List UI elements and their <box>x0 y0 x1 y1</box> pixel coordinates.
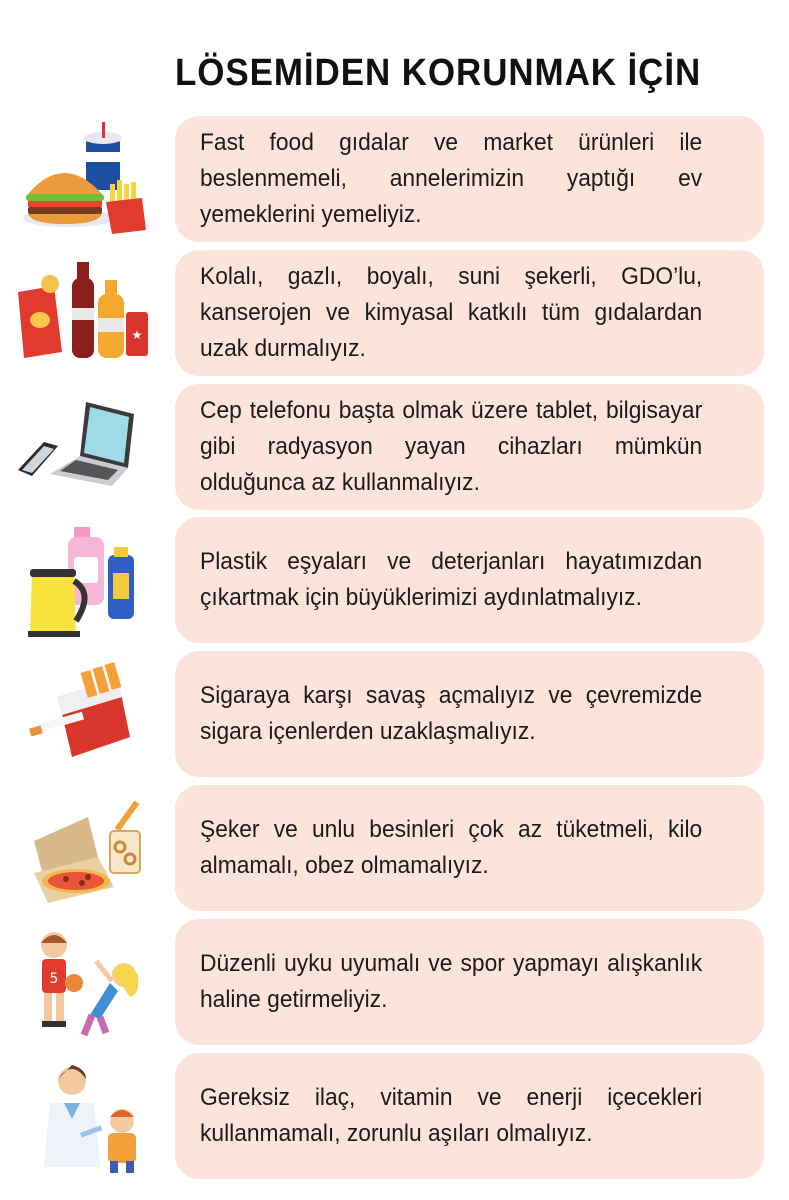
list-item <box>0 517 789 651</box>
advice-card <box>175 250 764 376</box>
advice-text: Gereksiz ilaç, vitamin ve enerji içecekleri kullanmamalı, zorunlu aşıları olmalıyız. <box>200 1083 703 1147</box>
list-item <box>0 250 789 384</box>
phone-laptop-icon <box>14 390 154 508</box>
pizza-sweets-icon <box>14 791 154 909</box>
advice-text: Kolalı, gazlı, boyalı, suni şekerli, GDO’lu, kanserojen ve kimyasal katkılı tüm gıdalardan uzak durmalıyız. <box>200 262 703 362</box>
advice-text: Sigaraya karşı savaş açmalıyız ve çevremizde sigara içenlerden uzaklaşmalıyız. <box>200 682 703 746</box>
advice-list <box>0 116 789 1186</box>
cigarette-icon <box>14 657 154 775</box>
advice-card <box>175 116 764 242</box>
list-item <box>0 785 789 919</box>
advice-text: Cep telefonu başta olmak üzere tablet, bilgisayar gibi radyasyon yayan cihazları mümkün olduğunca az kullanmalıyız. <box>200 396 703 496</box>
svg-text:5: 5 <box>49 970 59 987</box>
list-item <box>0 919 789 1053</box>
advice-card <box>175 517 764 643</box>
list-item <box>0 1053 789 1187</box>
advice-card <box>175 384 764 510</box>
list-item <box>0 116 789 250</box>
kids-sport-icon <box>14 925 154 1043</box>
page-title: LÖSEMİDEN KORUNMAK İÇİN <box>175 52 702 94</box>
list-item <box>0 384 789 518</box>
svg-text:★: ★ <box>131 327 143 342</box>
soda-snacks-icon <box>14 256 154 374</box>
list-item <box>0 651 789 785</box>
advice-text: Şeker ve unlu besinleri çok az tüketmeli, kilo almamalı, obez olmamalıyız. <box>200 815 703 879</box>
advice-card <box>175 919 764 1045</box>
advice-text: Plastik eşyaları ve deterjanları hayatımızdan çıkartmak için büyüklerimizi aydınlatmalıyız. <box>200 548 703 612</box>
doctor-vaccine-icon <box>14 1059 154 1177</box>
advice-card <box>175 651 764 777</box>
advice-card <box>175 1053 764 1179</box>
fast-food-icon <box>14 122 154 240</box>
advice-card <box>175 785 764 911</box>
advice-text: Düzenli uyku uyumalı ve spor yapmayı alışkanlık haline getirmeliyiz. <box>200 949 703 1013</box>
plastic-detergent-icon <box>14 523 154 641</box>
advice-text: Fast food gıdalar ve market ürünleri ile beslenmemeli, annelerimizin yaptığı ev yemeklerini yemeliyiz. <box>200 129 703 228</box>
